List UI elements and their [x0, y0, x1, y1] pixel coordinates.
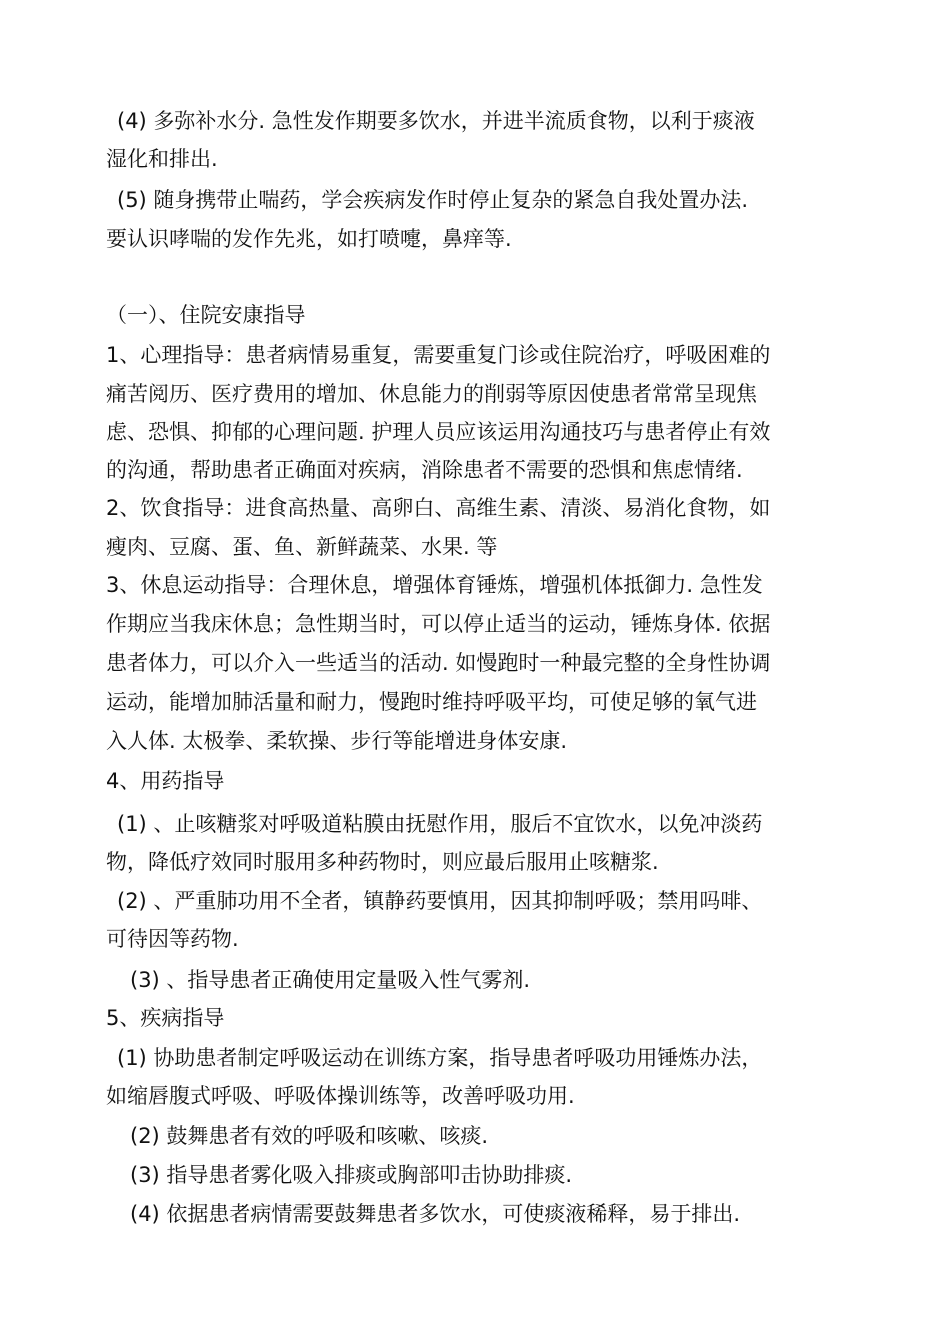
text-line: 运动，能增加肺活量和耐力，慢跑时维持呼吸平均，可使足够的氧气进 — [106, 690, 757, 714]
text-line: 如缩唇腹式呼吸、呼吸体操训练等，改善呼吸功用. — [106, 1084, 575, 1108]
text-line: (4) 依据患者病情需要鼓舞患者多饮水，可使痰液稀释，易于排出. — [130, 1202, 741, 1226]
text-line: 瘦肉、豆腐、蛋、鱼、新鲜蔬菜、水果. 等 — [106, 535, 498, 559]
section-heading: 4、用药指导 — [106, 769, 225, 793]
text-line: (1) 、止咳糖浆对呼吸道粘膜由抚慰作用，服后不宜饮水，以免冲淡药 — [117, 812, 763, 836]
text-line: (5) 随身携带止喘药，学会疾病发作时停止复杂的紧急自我处置办法. — [117, 188, 749, 212]
text-line: 痛苦阅历、医疗费用的增加、休息能力的削弱等原因使患者常常呈现焦 — [106, 382, 757, 406]
text-line: 3、休息运动指导：合理休息，增强体育锤炼，增强机体抵御力. 急性发 — [106, 573, 763, 597]
text-line: 2、饮食指导：进食高热量、高卵白、高维生素、清淡、易消化食物，如 — [106, 496, 771, 520]
text-line: 物，降低疗效同时服用多种药物时，则应最后服用止咳糖浆. — [106, 850, 659, 874]
text-line: 1、心理指导：患者病情易重复，需要重复门诊或住院治疗，呼吸困难的 — [106, 343, 771, 367]
text-line: 患者体力，可以介入一些适当的活动. 如慢跑时一种最完整的全身性协调 — [106, 651, 771, 675]
text-line: (2) 鼓舞患者有效的呼吸和咳嗽、咳痰. — [130, 1124, 489, 1148]
text-line: (2) 、严重肺功用不全者，镇静药要慎用，因其抑制呼吸；禁用吗啡、 — [117, 889, 763, 913]
text-line: (3) 、指导患者正确使用定量吸入性气雾剂. — [130, 968, 531, 992]
section-heading: 5、疾病指导 — [106, 1006, 225, 1030]
text-line: (1) 协助患者制定呼吸运动在训练方案，指导患者呼吸功用锤炼办法， — [117, 1046, 763, 1070]
text-line: 要认识哮喘的发作先兆，如打喷嚏，鼻痒等. — [106, 227, 512, 251]
text-line: 可待因等药物. — [106, 927, 239, 951]
text-line: (3) 指导患者雾化吸入排痰或胸部叩击协助排痰. — [130, 1163, 573, 1187]
text-line: 虑、恐惧、抑郁的心理问题. 护理人员应该运用沟通技巧与患者停止有效 — [106, 420, 771, 444]
text-line: 的沟通，帮助患者正确面对疾病，消除患者不需要的恐惧和焦虑情绪. — [106, 458, 743, 482]
text-line: 入人体. 太极拳、柔软操、步行等能增进身体安康. — [106, 729, 568, 753]
section-heading: （一）、住院安康指导 — [106, 303, 306, 327]
text-line: 湿化和排出. — [106, 147, 218, 171]
text-line: 作期应当我床休息；急性期当时，可以停止适当的运动，锤炼身体. 依据 — [106, 612, 771, 636]
text-line: (4) 多弥补水分. 急性发作期要多饮水，并进半流质食物，以利于痰液 — [117, 109, 755, 133]
